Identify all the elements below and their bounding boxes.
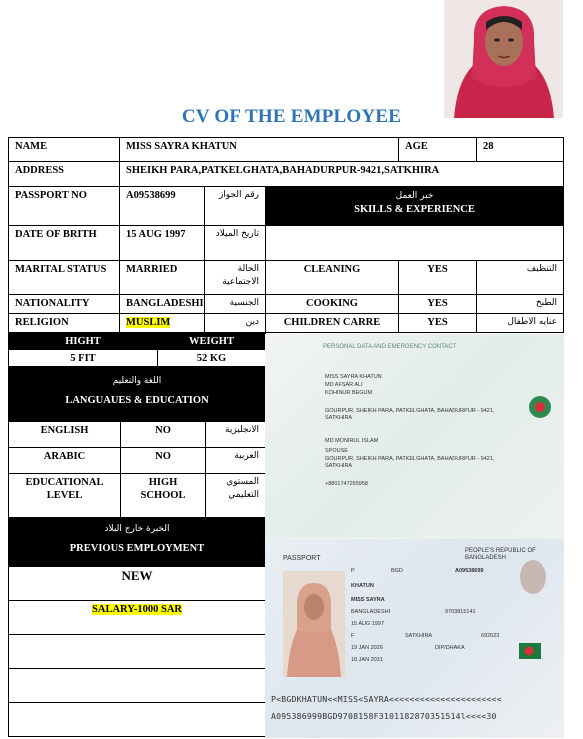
scan-phone: +8801747265958 — [325, 481, 368, 487]
name-label: NAME — [8, 137, 120, 162]
languages-header-arabic: اللغة والتعليم — [112, 376, 162, 386]
mrz-line-1: P<BGDKHATUN<<MISS<SAYRA<<<<<<<<<<<<<<<<<<<<<< — [271, 694, 502, 704]
flag-icon — [519, 643, 541, 659]
arabic-language-arabic: العربية — [205, 447, 266, 474]
mrz-line-2: A095386999BGD9708158F3101182870351514l<<<<30 — [271, 711, 497, 721]
scan-name: MISS SAYRA KHATUN — [325, 374, 382, 380]
religion-label-arabic: دين — [204, 313, 266, 333]
scan-birth-place: SATKHIRA — [405, 633, 433, 639]
passport-label-arabic: رقم الجواز — [204, 186, 266, 226]
scan-doc-type: PASSPORT — [283, 555, 321, 562]
scan-nationality: BANGLADESHI — [351, 609, 391, 615]
skill-cleaning-value: YES — [398, 260, 477, 295]
employee-photo — [444, 0, 563, 118]
religion-cell — [119, 313, 205, 333]
scan-type: P — [351, 568, 355, 574]
age-value: 28 — [476, 137, 564, 162]
page-title: CV OF THE EMPLOYEE — [181, 106, 402, 127]
scan-pnum: 9703815141 — [445, 609, 476, 615]
passport-label: PASSPORT NO — [8, 186, 120, 226]
employment-header-arabic: الخبرة خارج البلاد — [104, 524, 170, 534]
weight-value: 52 KG — [157, 349, 266, 367]
scan-sex: F — [351, 633, 355, 639]
arabic-label: ARABIC — [8, 447, 121, 474]
scan-contact-address: GOURPUR, SHEIKH PARA, PATKELGHATA, BAHADURPUR - 9421, SATKHIRA — [325, 456, 495, 469]
scan-expiry: 18 JAN 2031 — [351, 657, 383, 663]
scan-code: BGD — [391, 568, 403, 574]
scan-given: MISS SAYRA — [351, 597, 385, 603]
scan-father: MD AFSAR ALI — [325, 382, 363, 388]
skill-cleaning-label: CLEANING — [265, 260, 399, 295]
skill-cooking-value: YES — [398, 294, 477, 314]
age-label: AGE — [398, 137, 477, 162]
passport-scan — [265, 334, 564, 738]
name-value: MISS SAYRA KHATUN — [119, 137, 399, 162]
employment-status: NEW — [8, 566, 266, 601]
skill-cooking-arabic: الطبخ — [476, 294, 564, 314]
employment-header-label: PREVIOUS EMPLOYMENT — [69, 543, 205, 554]
scan-mother: KOHINUR BEGUM — [325, 390, 373, 396]
height-value: 5 FIT — [8, 349, 158, 367]
passport-value: A09538699 — [119, 186, 205, 226]
skill-cleaning-arabic: التنظيف — [476, 260, 564, 295]
address-label: ADDRESS — [8, 161, 120, 187]
education-arabic: المستوي التعليمي — [205, 473, 266, 518]
scan-perm-address: GOURPUR, SHEIKH PARA, PATKELGHATA, BAHADURPUR - 9421, SATKHIRA — [325, 408, 495, 421]
skills-header-label: SKILLS & EXPERIENCE — [354, 204, 475, 215]
education-value: HIGH SCHOOL — [120, 473, 206, 518]
height-header: HIGHT — [8, 332, 158, 350]
employment-header — [8, 517, 266, 567]
skill-cooking-label: COOKING — [265, 294, 399, 314]
languages-header-label: LANGUAUES & EDUCATION — [65, 395, 209, 406]
skills-header-arabic: خبر العمل — [395, 191, 434, 201]
scan-issue: 19 JAN 2026 — [351, 645, 383, 651]
blank-row-3 — [8, 702, 266, 737]
scan-relationship: SPOUSE — [325, 448, 348, 454]
scan-dob: 15 AUG 1997 — [351, 621, 385, 627]
scan-authority: DIP/DHAKA — [435, 645, 465, 651]
skills-spacer — [265, 225, 564, 261]
nationality-value: BANGLADESHI — [119, 294, 205, 314]
salary-value: SALARY-1000 SAR — [92, 604, 182, 615]
passport-data-page — [265, 334, 564, 537]
dob-label-arabic: تاريخ الميلاد — [204, 225, 266, 261]
dob-value: 15 AUG 1997 — [119, 225, 205, 261]
scan-surname: KHATUN — [351, 583, 374, 589]
english-value: NO — [120, 421, 206, 448]
religion-label: RELIGION — [8, 313, 120, 333]
skill-children-value: YES — [398, 313, 477, 333]
skill-children-label: CHILDREN CARRE — [265, 313, 399, 333]
bangladesh-emblem-icon — [527, 394, 553, 420]
languages-header — [8, 366, 266, 422]
emergency-title: PERSONAL DATA AND EMERGENCY CONTACT — [323, 344, 457, 350]
weight-header: WEIGHT — [157, 332, 266, 350]
nationality-label-arabic: الجنسية — [204, 294, 266, 314]
religion-value: MUSLIM — [126, 317, 171, 328]
marital-value: MARRIED — [119, 260, 205, 295]
passport-bio-page — [265, 539, 564, 738]
skills-header — [265, 186, 564, 226]
dob-label: DATE OF BRITH — [8, 225, 120, 261]
skill-children-arabic: عنايه الاطفال — [476, 313, 564, 333]
scan-number: A09538699 — [455, 568, 484, 574]
blank-row-1 — [8, 634, 266, 669]
education-label: EDUCATIONAL LEVEL — [8, 473, 121, 518]
ghost-photo — [515, 557, 551, 599]
marital-label: MARITAL STATUS — [8, 260, 120, 295]
english-arabic: الانجليزية — [205, 421, 266, 448]
nationality-label: NATIONALITY — [8, 294, 120, 314]
salary-cell — [8, 600, 266, 635]
address-value: SHEIKH PARA,PATKELGHATA,BAHADURPUR-9421,SATKHIRA — [119, 161, 564, 187]
english-label: ENGLISH — [8, 421, 121, 448]
blank-row-2 — [8, 668, 266, 703]
passport-photo — [283, 571, 345, 677]
scan-contact-name: MD MONIRUL ISLAM — [325, 438, 379, 444]
arabic-value: NO — [120, 447, 206, 474]
marital-label-arabic: الحالة الاجتماعية — [204, 260, 266, 295]
scan-country-header: PEOPLE'S REPUBLIC OF BANGLADESH — [465, 548, 536, 561]
scan-code2: 692023 — [481, 633, 500, 639]
